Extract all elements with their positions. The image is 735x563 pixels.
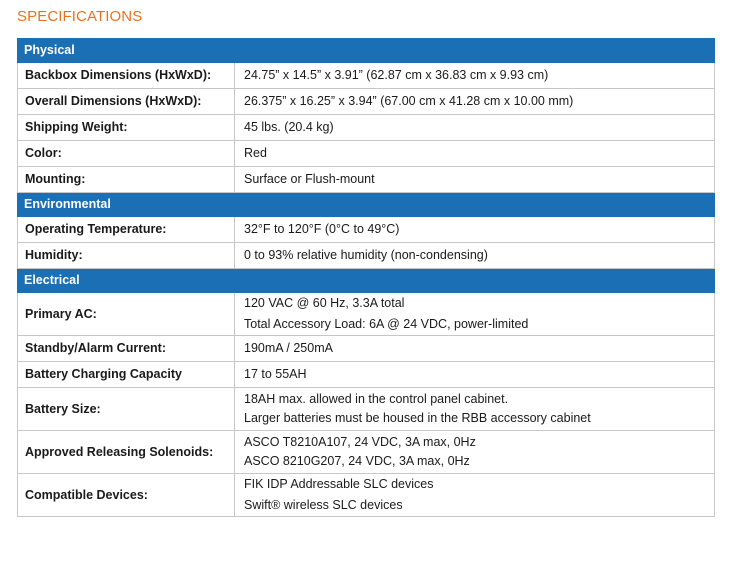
- spec-label: Humidity:: [18, 243, 235, 269]
- spec-value: 17 to 55AH: [235, 362, 715, 388]
- spec-value: [235, 388, 715, 431]
- spec-label: Overall Dimensions (HxWxD):: [18, 89, 235, 115]
- section-title: Environmental: [18, 193, 715, 217]
- spec-value: 45 lbs. (20.4 kg): [235, 115, 715, 141]
- spec-row-color: [18, 141, 715, 167]
- spec-label: Battery Size:: [18, 388, 235, 431]
- spec-row-overall-dimensions: [18, 89, 715, 115]
- section-header-environmental: [18, 193, 715, 217]
- spec-label: Shipping Weight:: [18, 115, 235, 141]
- spec-label: Standby/Alarm Current:: [18, 336, 235, 362]
- spec-value-line: Swift® wireless SLC devices: [244, 498, 403, 512]
- section-title: Physical: [18, 39, 715, 63]
- spec-row-battery-size: [18, 388, 715, 431]
- spec-row-standby-alarm-current: [18, 336, 715, 362]
- spec-row-humidity: [18, 243, 715, 269]
- spec-label: Approved Releasing Solenoids:: [18, 431, 235, 474]
- spec-value: [235, 431, 715, 474]
- spec-value-line: 120 VAC @ 60 Hz, 3.3A total: [244, 296, 405, 310]
- spec-value-line: ASCO T8210A107, 24 VDC, 3A max, 0Hz: [244, 435, 476, 449]
- spec-value-line: Total Accessory Load: 6A @ 24 VDC, power-limited: [244, 317, 529, 331]
- spec-value: 26.375” x 16.25” x 3.94” (67.00 cm x 41.28 cm x 10.00 mm): [235, 89, 715, 115]
- section-header-electrical: [18, 269, 715, 293]
- spec-label: Compatible Devices:: [18, 474, 235, 517]
- spec-row-mounting: [18, 167, 715, 193]
- spec-value: [235, 474, 715, 517]
- page-title: SPECIFICATIONS: [17, 8, 143, 25]
- spec-value-line: FIK IDP Addressable SLC devices: [244, 477, 434, 491]
- spec-row-compatible-devices: [18, 474, 715, 517]
- spec-value-line: 18AH max. allowed in the control panel cabinet.: [244, 392, 509, 406]
- spec-value-line: Larger batteries must be housed in the RBB accessory cabinet: [244, 411, 591, 425]
- spec-value-line: ASCO 8210G207, 24 VDC, 3A max, 0Hz: [244, 454, 470, 468]
- spec-label: Mounting:: [18, 167, 235, 193]
- spec-label: Operating Temperature:: [18, 217, 235, 243]
- spec-label: Battery Charging Capacity: [18, 362, 235, 388]
- section-header-physical: [18, 39, 715, 63]
- spec-value: 190mA / 250mA: [235, 336, 715, 362]
- spec-row-operating-temperature: [18, 217, 715, 243]
- spec-row-shipping-weight: [18, 115, 715, 141]
- spec-value: 24.75” x 14.5” x 3.91” (62.87 cm x 36.83 cm x 9.93 cm): [235, 63, 715, 89]
- spec-row-approved-releasing-solenoids: [18, 431, 715, 474]
- spec-label: Backbox Dimensions (HxWxD):: [18, 63, 235, 89]
- spec-value: Surface or Flush-mount: [235, 167, 715, 193]
- spec-value: Red: [235, 141, 715, 167]
- spec-label: Primary AC:: [18, 293, 235, 336]
- spec-label: Color:: [18, 141, 235, 167]
- spec-row-primary-ac: [18, 293, 715, 336]
- section-title: Electrical: [18, 269, 715, 293]
- specifications-table: [17, 38, 715, 517]
- spec-row-backbox-dimensions: [18, 63, 715, 89]
- spec-value: 32°F to 120°F (0°C to 49°C): [235, 217, 715, 243]
- spec-row-battery-charging-capacity: [18, 362, 715, 388]
- spec-value: [235, 293, 715, 336]
- spec-value: 0 to 93% relative humidity (non-condensing): [235, 243, 715, 269]
